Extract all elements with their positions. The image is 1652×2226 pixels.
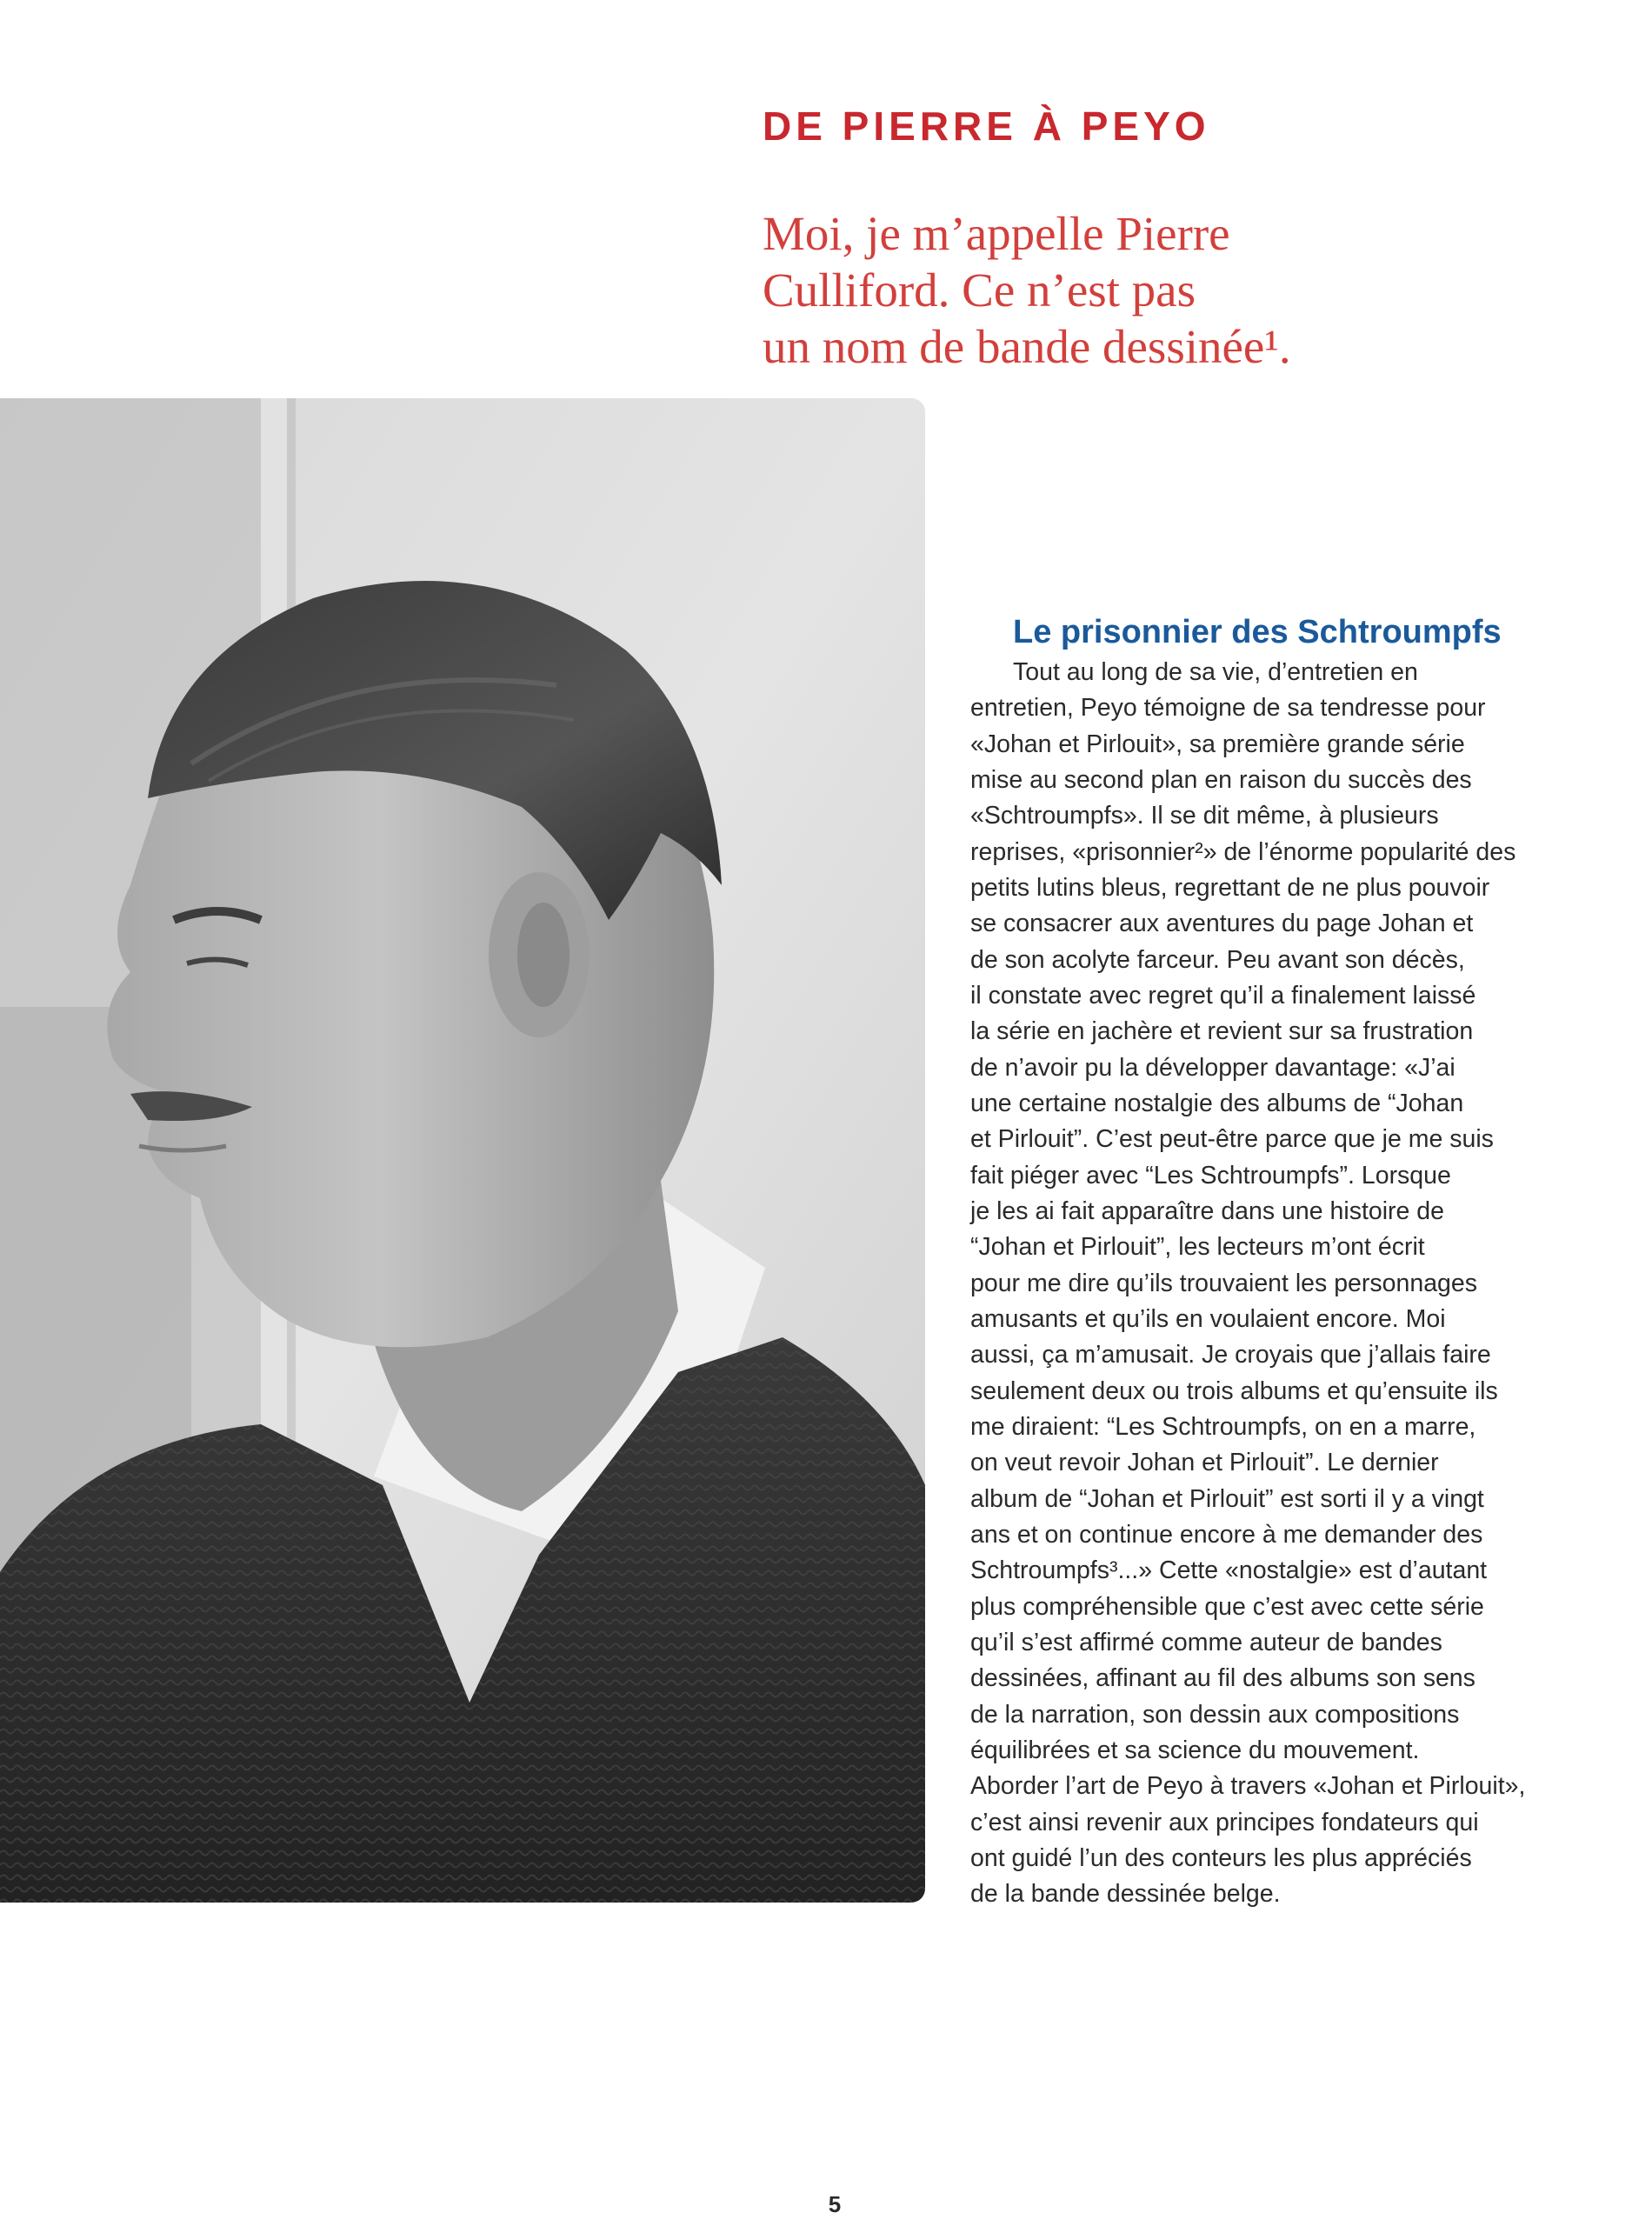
portrait-photo-graphic [0,398,925,1903]
body-line: Aborder l’art de Peyo à travers «Johan et Pirlouit», [970,1772,1526,1801]
body-line: la série en jachère et revient sur sa frustration [970,1017,1474,1046]
body-line: c’est ainsi revenir aux principes fondateurs qui [970,1808,1479,1836]
body-line: de la narration, son dessin aux compositions [970,1700,1460,1729]
body-line: pour me dire qu’ils trouvaient les personnages [970,1269,1477,1297]
body-line: «Schtroumpfs». Il se dit même, à plusieurs [970,802,1439,830]
body-line: et Pirlouit”. C’est peut-être parce que je me suis [970,1125,1494,1154]
body-line: album de “Johan et Pirlouit” est sorti il y a vingt [970,1484,1484,1513]
body-line: petits lutins bleus, regrettant de ne plus pouvoir [970,873,1490,902]
pull-quote-line: un nom de bande dessinée¹. [763,320,1291,373]
body-line: on veut revoir Johan et Pirlouit”. Le dernier [970,1449,1439,1477]
pull-quote [763,205,1545,375]
body-line: une certaine nostalgie des albums de “Johan [970,1089,1464,1117]
body-line: «Johan et Pirlouit», sa première grande série [970,730,1465,758]
body-line: dessinées, affinant au fil des albums son sens [970,1664,1475,1693]
body-line: de n’avoir pu la développer davantage: «J’ai [970,1053,1455,1082]
section-label: DE PIERRE À PEYO [763,103,1210,149]
body-line: ans et on continue encore à me demander des [970,1520,1483,1549]
body-line: il constate avec regret qu’il a finalement laissé [970,981,1476,1010]
article-body [970,655,1596,1912]
body-line: aussi, ça m’amusait. Je croyais que j’allais faire [970,1341,1491,1370]
body-line: mise au second plan en raison du succès des [970,765,1472,794]
page-number: 5 [828,2191,842,2217]
body-line: je les ai fait apparaître dans une histoire de [970,1196,1445,1225]
body-line: ont guidé l’un des conteurs les plus appréciés [970,1843,1472,1872]
body-line: équilibrées et sa science du mouvement. [970,1736,1420,1764]
body-line: plus compréhensible que c’est avec cette série [970,1592,1484,1621]
body-line: reprises, «prisonnier²» de l’énorme popularité des [970,837,1516,866]
pull-quote-line: Culliford. Ce n’est pas [763,263,1196,317]
body-line: de son acolyte farceur. Peu avant son décès, [970,945,1465,974]
body-line: seulement deux ou trois albums et qu’ensuite ils [970,1376,1498,1405]
body-line: “Johan et Pirlouit”, les lecteurs m’ont écrit [970,1233,1425,1262]
body-line: entretien, Peyo témoigne de sa tendresse pour [970,694,1486,723]
body-line: qu’il s’est affirmé comme auteur de bandes [970,1628,1442,1656]
body-line: Tout au long de sa vie, d’entretien en [1013,658,1418,686]
pull-quote-line: Moi, je m’appelle Pierre [763,207,1230,260]
portrait-photo [0,398,925,1903]
body-line: Schtroumpfs³...» Cette «nostalgie» est d’autant [970,1556,1488,1585]
body-line: se consacrer aux aventures du page Johan et [970,910,1474,938]
body-line: fait piéger avec “Les Schtroumpfs”. Lorsque [970,1161,1451,1190]
body-line: amusants et qu’ils en voulaient encore. Moi [970,1304,1446,1333]
body-line: de la bande dessinée belge. [970,1880,1281,1909]
body-line: me diraient: “Les Schtroumpfs, on en a marre, [970,1412,1476,1441]
article-heading: Le prisonnier des Schtroumpfs [1013,614,1502,650]
